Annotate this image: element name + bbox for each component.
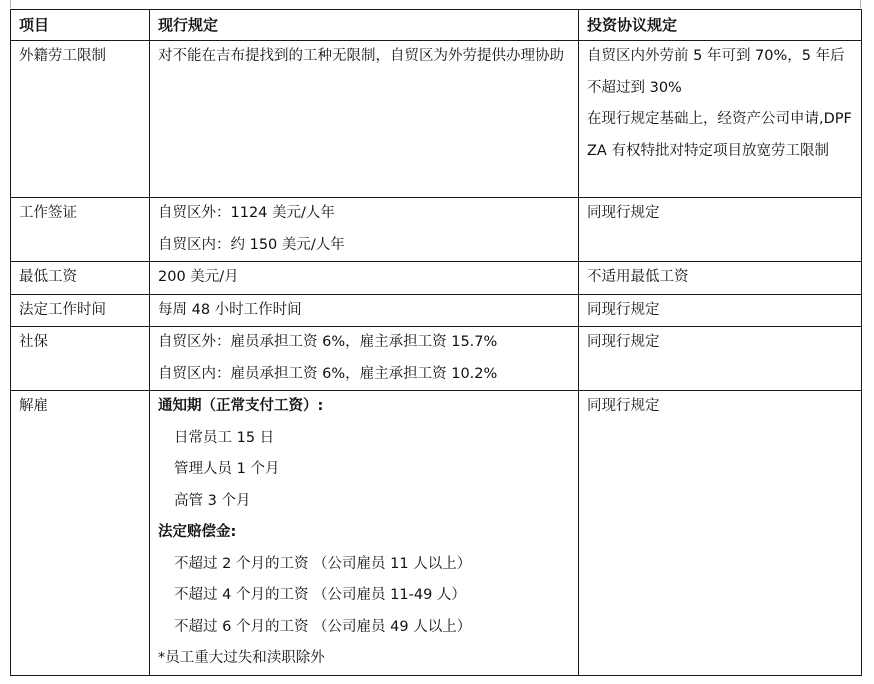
agreement-cell [579, 294, 862, 327]
agreement-cell [579, 327, 862, 391]
agreement-text: 同现行规定 [587, 334, 660, 350]
current-cell [150, 262, 579, 295]
agreement-text: 同现行规定 [587, 398, 660, 414]
notice-period-title: 通知期（正常支付工资）: [158, 398, 324, 414]
item-cell [11, 294, 150, 327]
margin-mark-left [10, 0, 11, 8]
item-label: 最低工资 [19, 269, 77, 285]
notice-period-item: 日常员工 15 日 [174, 429, 275, 446]
header-item: 项目 [11, 10, 150, 41]
agreement-text: 在现行规定基础上，经资产公司申请,DPFZA 有权特批对特定项目放宽劳工限制 [587, 111, 852, 159]
table-row [11, 294, 862, 327]
agreement-cell [579, 262, 862, 295]
current-text: 每周 48 小时工作时间 [158, 301, 302, 318]
agreement-cell [579, 198, 862, 262]
table-row [11, 41, 862, 198]
compensation-item: 不超过 6 个月的工资 （公司雇员 49 人以上） [174, 618, 472, 635]
table-row [11, 198, 862, 262]
table-row [11, 327, 862, 391]
item-cell [11, 391, 150, 676]
compensation-item: 不超过 4 个月的工资 （公司雇员 11-49 人） [174, 587, 466, 603]
agreement-cell [579, 391, 862, 676]
current-cell [150, 198, 579, 262]
notice-period-item: 管理人员 1 个月 [174, 461, 280, 477]
header-current-rules: 现行规定 [150, 10, 579, 41]
statutory-compensation-title: 法定赔偿金: [158, 524, 237, 540]
current-text: 自贸区内：雇员承担工资 6%，雇主承担工资 10.2% [158, 365, 498, 382]
margin-mark-right [860, 0, 861, 8]
current-text: 自贸区内：约 150 美元/人年 [158, 236, 345, 253]
agreement-text: 不适用最低工资 [587, 269, 689, 285]
current-text: 自贸区外：1124 美元/人年 [158, 205, 335, 221]
item-label: 工作签证 [19, 205, 77, 221]
item-cell [11, 327, 150, 391]
item-label: 社保 [19, 334, 48, 350]
table-header-row [11, 10, 862, 41]
current-text: 对不能在吉布提找到的工种无限制，自贸区为外劳提供办理协助 [158, 48, 564, 64]
labor-regulations-table [10, 9, 862, 676]
item-cell [11, 262, 150, 295]
agreement-text: 自贸区内外劳前 5 年可到 70%，5 年后不超过到 30% [587, 48, 845, 96]
current-cell [150, 41, 579, 198]
item-cell [11, 198, 150, 262]
header-agreement-rules: 投资协议规定 [579, 10, 862, 41]
current-cell [150, 391, 579, 676]
current-text: 自贸区外：雇员承担工资 6%，雇主承担工资 15.7% [158, 334, 498, 350]
item-label: 解雇 [19, 398, 48, 414]
agreement-text: 同现行规定 [587, 205, 660, 221]
compensation-item: 不超过 2 个月的工资 （公司雇员 11 人以上） [174, 555, 472, 572]
current-text: 200 美元/月 [158, 269, 239, 285]
current-cell [150, 327, 579, 391]
footnote: *员工重大过失和渎职除外 [158, 650, 325, 666]
agreement-cell [579, 41, 862, 198]
notice-period-item: 高管 3 个月 [174, 492, 251, 509]
table-row [11, 391, 862, 676]
table-row [11, 262, 862, 295]
item-label: 外籍劳工限制 [19, 48, 106, 64]
item-cell [11, 41, 150, 198]
current-cell [150, 294, 579, 327]
item-label: 法定工作时间 [19, 301, 106, 318]
agreement-text: 同现行规定 [587, 301, 660, 318]
